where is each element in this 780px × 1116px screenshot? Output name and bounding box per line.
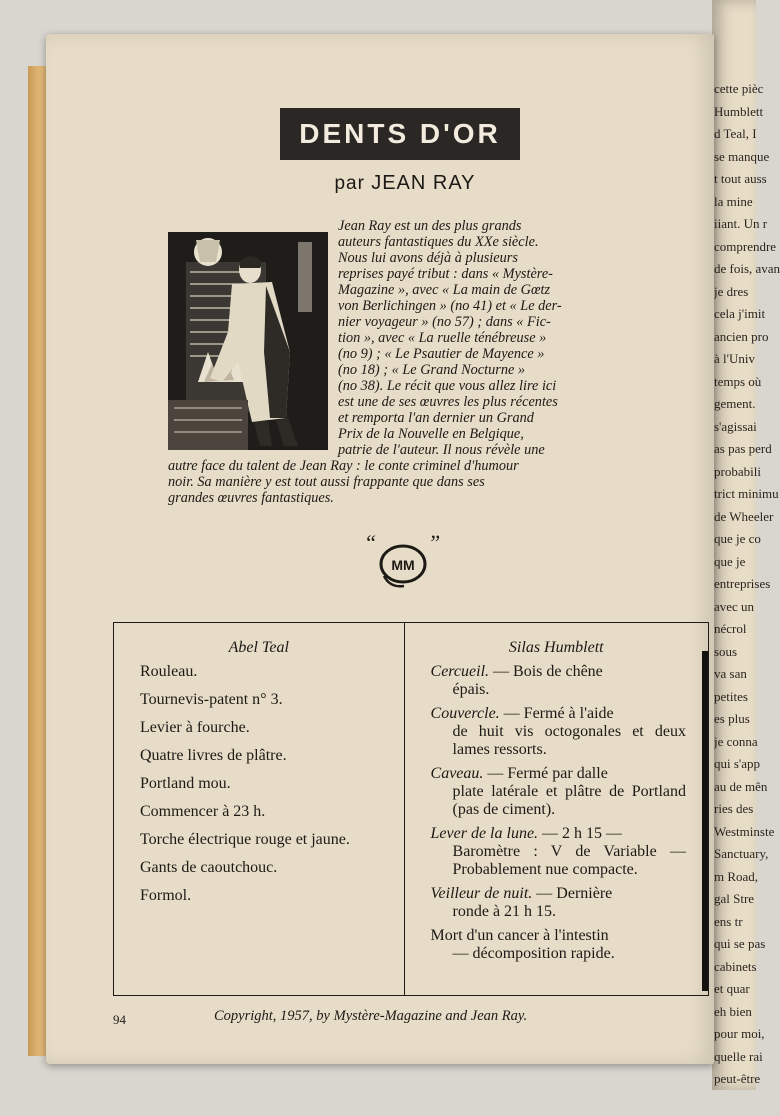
article-byline: [320, 172, 490, 195]
list-item: [431, 765, 686, 819]
table-shadow-edge: [702, 651, 708, 991]
page-number: 94: [113, 1012, 126, 1027]
mm-logo-emblem: [360, 532, 446, 590]
intro-line: auteurs fantastiques du XXe siècle.: [338, 234, 539, 250]
next-page-text-fragment: trict minimu: [714, 486, 779, 501]
left-item-list: [114, 663, 404, 904]
next-page-text-fragment: nécrol: [714, 621, 747, 636]
item-first-line: Mort d'un cancer à l'intestin: [430, 927, 609, 944]
item-continuation: Baromètre : V de Variable — Probablement nue compacte.: [452, 843, 686, 878]
copyright-line: Copyright, 1957, by Mystère-Magazine and Jean Ray.: [214, 1008, 528, 1024]
list-item: [431, 927, 686, 963]
next-page-text-fragment: ens tr: [714, 913, 743, 929]
next-page-text-fragment: petites: [714, 688, 748, 704]
intro-paragraph: [168, 218, 652, 506]
intro-line: autre face du talent de Jean Ray : le conte criminel d'humour: [168, 458, 519, 474]
next-page-text-fragment: es plus: [714, 711, 750, 726]
list-item: Formol.: [140, 887, 192, 904]
list-item: Levier à fourche.: [140, 719, 250, 736]
list-item: Tournevis-patent n° 3.: [140, 691, 283, 708]
article-title: DENTS D'OR: [280, 108, 520, 160]
item-continuation: plate latérale et plâtre de Portland (pas de ciment).: [452, 783, 686, 818]
next-page-text-fragment: ancien pro: [714, 328, 769, 344]
list-item: Gants de caoutchouc.: [140, 859, 278, 876]
next-page-text-fragment: sous: [714, 643, 738, 659]
next-page-text-fragment: se manque: [714, 148, 770, 164]
next-page-text-fragment: gal Stre: [714, 891, 755, 906]
intro-line: Nous lui avons déjà à plusieurs: [338, 250, 518, 266]
next-page-text-fragment: et quar: [714, 981, 750, 996]
list-item: Quatre livres de plâtre.: [140, 747, 287, 764]
item-continuation: épais.: [452, 681, 490, 698]
intro-line: patrie de l'auteur. Il nous révèle une: [338, 442, 545, 458]
intro-line: Magazine », avec « La main de Gœtz: [338, 282, 551, 298]
intro-line: (no 38). Le récit que vous allez lire ici: [338, 378, 557, 394]
next-page-text-fragment: qui s'app: [714, 756, 761, 771]
item-term: Couvercle.: [430, 705, 500, 722]
byline-author: JEAN RAY: [371, 172, 476, 194]
next-page-text-fragment: Humblett: [714, 103, 764, 119]
next-page-text-fragment: à l'Univ: [714, 351, 755, 366]
next-page-text-fragment: de Wheeler: [714, 508, 774, 524]
right-item-list: [405, 663, 708, 963]
list-item: [431, 663, 686, 699]
logo-quote-close: ”: [428, 530, 441, 555]
inventory-table: [113, 622, 709, 996]
list-item: [431, 705, 686, 759]
list-item: Rouleau.: [140, 663, 198, 680]
list-item: [431, 885, 686, 921]
intro-line: reprises payé tribut : dans « Mystère-: [338, 266, 553, 282]
next-page-text-fragment: s'agissai: [714, 418, 757, 434]
next-page-text-fragment: peut-être: [714, 1071, 761, 1086]
next-page-text-fragment: quelle rai: [714, 1048, 763, 1064]
intro-line: tion », avec « La ruelle ténébreuse »: [338, 330, 547, 346]
intro-line: grandes œuvres fantastiques.: [168, 490, 334, 506]
item-first-line: — Fermé par dalle: [487, 765, 608, 782]
next-page-text-fragment: ries des: [714, 801, 754, 816]
next-page-text-fragment: probabili: [714, 463, 761, 479]
intro-line: (no 9) ; « Le Psautier de Mayence »: [338, 346, 545, 362]
intro-line: Prix de la Nouvelle en Belgique,: [338, 426, 524, 442]
right-column-header: Silas Humblett: [508, 639, 604, 656]
list-item: Commencer à 23 h.: [140, 803, 266, 820]
next-page-text-fragment: pour moi,: [714, 1026, 765, 1041]
item-term: Lever de la lune.: [430, 825, 539, 842]
intro-line: et remporta l'an dernier un Grand: [338, 410, 534, 426]
next-page-text-fragment: que je: [714, 553, 746, 569]
item-term: Veilleur de nuit.: [430, 885, 533, 902]
list-item: Torche électrique rouge et jaune.: [140, 831, 350, 848]
left-column-header: Abel Teal: [228, 639, 289, 656]
column-silas-humblett: [405, 623, 708, 995]
item-continuation: de huit vis octogonales et deux lames ressorts.: [452, 723, 686, 758]
next-page-text-fragment: entreprises: [714, 576, 771, 591]
next-page-text-fragment: eh bien: [714, 1003, 752, 1019]
next-page-text-fragment: temps où: [714, 373, 762, 389]
logo-quote-open: “: [364, 530, 377, 555]
next-page-text-fragment: cela j'imit: [714, 306, 766, 321]
next-page-text-fragment: cabinets: [714, 958, 757, 974]
next-page-text-fragment: que je co: [714, 531, 761, 546]
item-term: Cercueil.: [430, 663, 490, 680]
next-page-text-fragment: avec un: [714, 598, 755, 614]
next-page-text-fragment: Westminste: [714, 823, 775, 839]
item-continuation: — décomposition rapide.: [452, 945, 615, 962]
next-page-text-fragment: au de mên: [714, 778, 768, 794]
next-page-text-fragment: je conna: [714, 733, 758, 749]
byline-prefix: par: [334, 173, 365, 194]
next-page-text-fragment: t tout auss: [714, 171, 767, 186]
item-continuation: ronde à 21 h 15.: [452, 903, 557, 920]
logo-letters: MM: [391, 557, 415, 573]
intro-line: (no 18) ; « Le Grand Nocturne »: [338, 362, 526, 378]
next-page-edge: [712, 0, 780, 1090]
column-abel-teal: [114, 623, 405, 995]
next-page-text-fragment: m Road,: [714, 868, 759, 884]
intro-line: noir. Sa manière y est tout aussi frappante que dans ses: [168, 474, 485, 490]
next-page-text-fragment: de fois, avan: [714, 261, 780, 276]
next-page-text-fragment: comprendre: [714, 238, 777, 254]
list-item: [431, 825, 686, 879]
next-page-text-fragment: gement.: [714, 396, 756, 411]
next-page-text-fragment: d Teal, I: [714, 126, 757, 141]
next-page-text-fragment: la mine: [714, 193, 753, 209]
next-page-text-fragment: qui se pas: [714, 936, 766, 951]
list-item: Portland mou.: [140, 775, 231, 792]
next-page-text-fragment: iiant. Un r: [714, 216, 768, 231]
intro-line: est une de ses œuvres les plus récentes: [338, 394, 558, 410]
item-first-line: — Bois de chêne: [493, 663, 603, 680]
item-first-line: — Fermé à l'aide: [503, 705, 614, 722]
next-page-text-fragment: cette pièc: [714, 81, 764, 96]
intro-line: Jean Ray est un des plus grands: [338, 218, 522, 234]
next-page-text-fragment: va san: [714, 666, 747, 681]
next-page-text-fragment: Sanctuary,: [714, 846, 769, 861]
next-page-text-fragment: je dres: [714, 283, 749, 299]
item-term: Caveau.: [430, 765, 484, 782]
next-page-text-fragment: as pas perd: [714, 441, 772, 456]
intro-line: nier voyageur » (no 57) ; dans « Fic-: [338, 314, 551, 330]
item-first-line: — 2 h 15 —: [542, 825, 623, 842]
intro-line: von Berlichingen » (no 41) et « Le der-: [338, 298, 562, 314]
item-first-line: — Dernière: [536, 885, 613, 902]
